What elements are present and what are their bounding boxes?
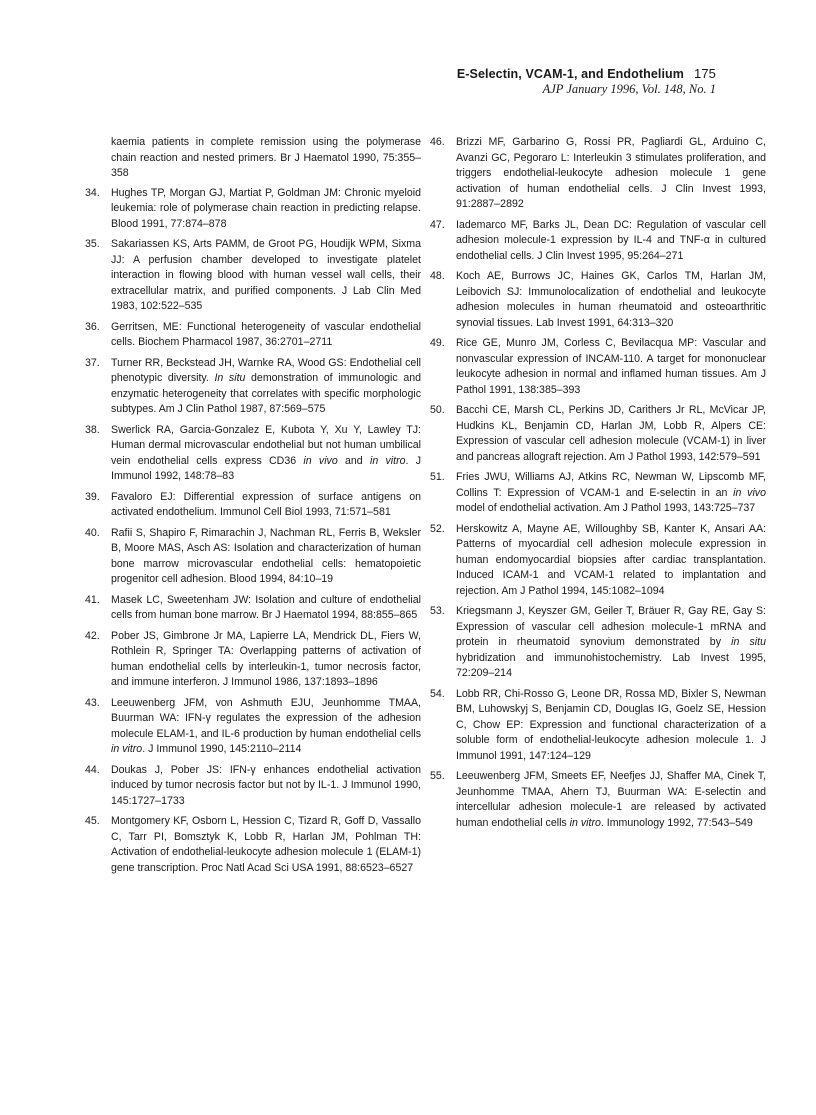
reference-entry (430, 135, 766, 213)
reference-continuation: kaemia patients in complete remission using the polymerase chain reaction and nested primers. Br J Haematol 1990, 75:355–358 (111, 136, 421, 179)
left-reference-list (85, 186, 421, 877)
reference-text: Rafii S, Shapiro F, Rimarachin J, Nachman RL, Ferris B, Weksler B, Moore MAS, Asch AS: Isolation and characterization of human bone marrow microvascular endothelial cells: hematopoietic progenitor cell adhesion. Blood 1994, 84:10–19 (111, 526, 421, 585)
reference-text: Rice GE, Munro JM, Corless C, Bevilacqua MP: Vascular and nonvascular expression of INCAM-110. A target for mononuclear leukocyte adhesion in normal and inflamed human tissues. Am J Pathol 1991, 138:385–393 (456, 337, 766, 396)
reference-text-segment: and (337, 454, 370, 467)
reference-text-segment: Turner RR, Beckstead JH, Warnke RA, Wood GS: Endothelial cell phenotypic diversity. (111, 356, 421, 384)
reference-entry (430, 470, 766, 517)
reference-entry (85, 814, 421, 876)
reference-entry (85, 593, 421, 624)
reference-number: 52. (430, 522, 445, 535)
reference-entry (430, 403, 766, 465)
reference-entry (85, 237, 421, 315)
reference-entry (85, 526, 421, 588)
reference-italic-text: in vitro (569, 816, 601, 829)
reference-text-segment: . J Immunol 1990, 145:2110–2114 (142, 743, 302, 755)
reference-text (430, 769, 766, 831)
reference-number: 53. (430, 605, 445, 617)
reference-italic-text: in vitro (111, 743, 143, 755)
reference-text-segment: Swerlick RA, Garcia-Gonzalez E, Kubota Y, Xu Y, Lawley TJ: Human dermal microvascular endothelial but not human umbilical vein endothelial cells express CD36 (111, 423, 421, 467)
reference-number: 42. (85, 629, 100, 642)
reference-text-segment: demonstration of immunologic and enzymatic heterogeneity that correlates with specific morphologic subtypes. Am J Clin Pathol 1987, 87:569–575 (111, 372, 421, 415)
reference-italic-text: in vivo (733, 486, 766, 499)
reference-text (430, 470, 766, 517)
reference-text: Bacchi CE, Marsh CL, Perkins JD, Carithers Jr RL, McVicar JP, Hudkins KL, Benjamin CD, Harlan JM, Lobb R, Alpers CE: Expression of vascular cell adhesion molecule (VCAM-1) in liver and pancreas allograft rejection. Am J Pathol 1993, 142:579–591 (456, 404, 766, 463)
reference-text-segment: Leeuwenberg JFM, Smeets EF, Neefjes JJ, Shaffer MA, Cinek T, Jeunhomme TMAA, Ahern TJ, Buurman WA: E-selectin and intercellular adhesion molecule-1 are released by activated human endothelial cells (456, 770, 766, 829)
reference-entry (430, 769, 766, 831)
reference-entry (85, 696, 421, 758)
reference-number: 38. (85, 423, 100, 436)
reference-number: 55. (430, 770, 445, 782)
reference-entry (85, 490, 421, 521)
reference-number: 34. (85, 186, 100, 199)
reference-text: Hughes TP, Morgan GJ, Martiat P, Goldman JM: Chronic myeloid leukemia: role of polymerase chain reaction in predicting relapse. Blood 1991, 77:874–878 (111, 186, 421, 230)
reference-text: Koch AE, Burrows JC, Haines GK, Carlos TM, Harlan JM, Leibovich SJ: Immunolocalization of endothelial and leukocyte adhesion molecules in human rheumatoid and osteoarthritic synovial tissues. Lab Invest 1991, 64:313–320 (456, 270, 766, 329)
page-number: 175 (694, 66, 716, 81)
reference-entry (85, 320, 421, 351)
reference-number: 43. (85, 696, 100, 709)
reference-text: Lobb RR, Chi-Rosso G, Leone DR, Rossa MD, Bixler S, Newman BM, Luhowskyj S, Benjamin CD, Douglas IG, Goelz SE, Hession C, Chow EP: Expression and functional characterization of a soluble form of endothelial-leukocyte adhesion molecule 1. J Immunol 1991, 147:124–129 (456, 687, 766, 762)
reference-text (85, 696, 421, 758)
reference-italic-text: in vivo (303, 454, 338, 467)
reference-number: 50. (430, 404, 445, 416)
reference-text-segment: Kriegsmann J, Keyszer GM, Geiler T, Bräuer R, Gay RE, Gay S: Expression of vascular cell adhesion molecule-1 mRNA and protein in rheumatoid synovium demonstrated by (456, 605, 766, 648)
reference-text: Favaloro EJ: Differential expression of surface antigens on activated endothelium. Immunol Cell Biol 1993, 71:571–581 (111, 490, 421, 518)
reference-number: 54. (430, 687, 445, 700)
reference-text: Iademarco MF, Barks JL, Dean DC: Regulation of vascular cell adhesion molecule-1 expression by IL-4 and TNF-α in cultured endothelial cells. J Clin Invest 1995, 95:264–271 (456, 218, 766, 262)
reference-number: 46. (430, 136, 445, 148)
reference-entry (85, 186, 421, 233)
reference-text (85, 356, 421, 418)
reference-text-segment: Fries JWU, Williams AJ, Atkins RC, Newman W, Lipscomb MF, Collins T: Expression of VCAM-1 and E-selectin in an (456, 471, 766, 499)
reference-number: 47. (430, 218, 445, 231)
reference-entry (85, 629, 421, 691)
reference-number: 48. (430, 270, 445, 282)
running-title: E-Selectin, VCAM-1, and Endothelium (456, 67, 684, 81)
reference-text: Montgomery KF, Osborn L, Hession C, Tizard R, Goff D, Vassallo C, Tarr PI, Bomsztyk K, Lobb R, Harlan JM, Pohlman TH: Activation of endothelial-leukocyte adhesion molecule 1 (ELAM-1) gene transcription. Proc Natl Acad Sci USA 1991, 88:6523–6527 (111, 815, 421, 874)
reference-number: 36. (85, 320, 100, 333)
reference-number: 51. (430, 471, 445, 483)
reference-number: 41. (85, 593, 100, 606)
reference-text-segment: hybridization and immunohistochemistry. Lab Invest 1995, 72:209–214 (456, 651, 766, 679)
reference-text: Sakariassen KS, Arts PAMM, de Groot PG, Houdijk WPM, Sixma JJ: A perfusion chamber developed to investigate platelet interaction in flowing blood with human vessel wall cells, their extracellular matrix, and purified components. J Lab Clin Med 1983, 102:522–535 (111, 238, 421, 312)
journal-citation-line: AJP January 1996, Vol. 148, No. 1 (542, 82, 716, 96)
reference-text-segment: . Immunology 1992, 77:543–549 (600, 816, 753, 829)
reference-italic-text: in situ (731, 636, 766, 648)
right-reference-list (430, 135, 766, 831)
right-column (430, 135, 766, 836)
reference-text: Doukas J, Pober JS: IFN-γ enhances endothelial activation induced by tumor necrosis factor but not by IL-1. J Immunol 1990, 145:1727–1733 (111, 763, 421, 807)
reference-entry (430, 522, 766, 600)
reference-entry (85, 763, 421, 810)
reference-entry (430, 218, 766, 265)
reference-text (430, 604, 766, 682)
running-header (457, 66, 716, 97)
reference-text: Pober JS, Gimbrone Jr MA, Lapierre LA, Mendrick DL, Fiers W, Rothlein R, Springer TA: Overlapping patterns of activation of human endothelial cells by interleukin-1, tumor necrosis factor, and immune interferon. J Immunol 1986, 137:1893–1896 (111, 629, 421, 688)
reference-entry (430, 604, 766, 682)
reference-italic-text: in vitro (369, 454, 406, 467)
reference-entry (430, 269, 766, 331)
reference-number: 37. (85, 356, 100, 369)
reference-text: Brizzi MF, Garbarino G, Rossi PR, Pagliardi GL, Arduino C, Avanzi GC, Pegoraro L: Interleukin 3 stimulates proliferation, and triggers endothelial-leukocyte adhesion molecule 1 gene activation of human endothelial cells. J Clin Invest 1993, 91:2887–2892 (456, 136, 766, 210)
reference-number: 44. (85, 763, 100, 776)
reference-text: Masek LC, Sweetenham JW: Isolation and culture of endothelial cells from human bone marrow. Br J Haematol 1994, 88:855–865 (111, 593, 421, 621)
reference-number: 45. (85, 815, 100, 827)
running-title-line (457, 66, 716, 81)
reference-number: 40. (85, 526, 100, 539)
reference-italic-text: In situ (214, 372, 246, 384)
reference-text-segment: model of endothelial activation. Am J Pathol 1993, 143:725–737 (456, 502, 756, 514)
reference-text-segment: Leeuwenberg JFM, von Ashmuth EJU, Jeunhomme TMAA, Buurman WA: IFN-γ regulates the expression of the adhesion molecule ELAM-1, and IL-6 production by human endothelial cells (111, 696, 421, 740)
left-column (85, 135, 421, 881)
reference-number: 35. (85, 238, 100, 250)
reference-entry (430, 336, 766, 398)
reference-number: 49. (430, 337, 445, 349)
reference-text (85, 423, 421, 485)
reference-text: Herskowitz A, Mayne AE, Willoughby SB, Kanter K, Ansari AA: Patterns of myocardial cell adhesion molecule expression in human endomyocardial biopsies after cardiac transplantation. Induced ICAM-1 and VCAM-1 related to implantation and rejection. Am J Pathol 1994, 145:1082–1094 (456, 522, 766, 597)
reference-entry (85, 423, 421, 485)
reference-text: Gerritsen, ME: Functional heterogeneity of vascular endothelial cells. Biochem Pharmacol 1987, 36:2701–2711 (111, 320, 421, 348)
reference-text-segment: . J Immunol 1992, 148:78–83 (111, 454, 422, 482)
reference-entry (85, 356, 421, 418)
reference-number: 39. (85, 490, 100, 503)
reference-entry (430, 687, 766, 765)
